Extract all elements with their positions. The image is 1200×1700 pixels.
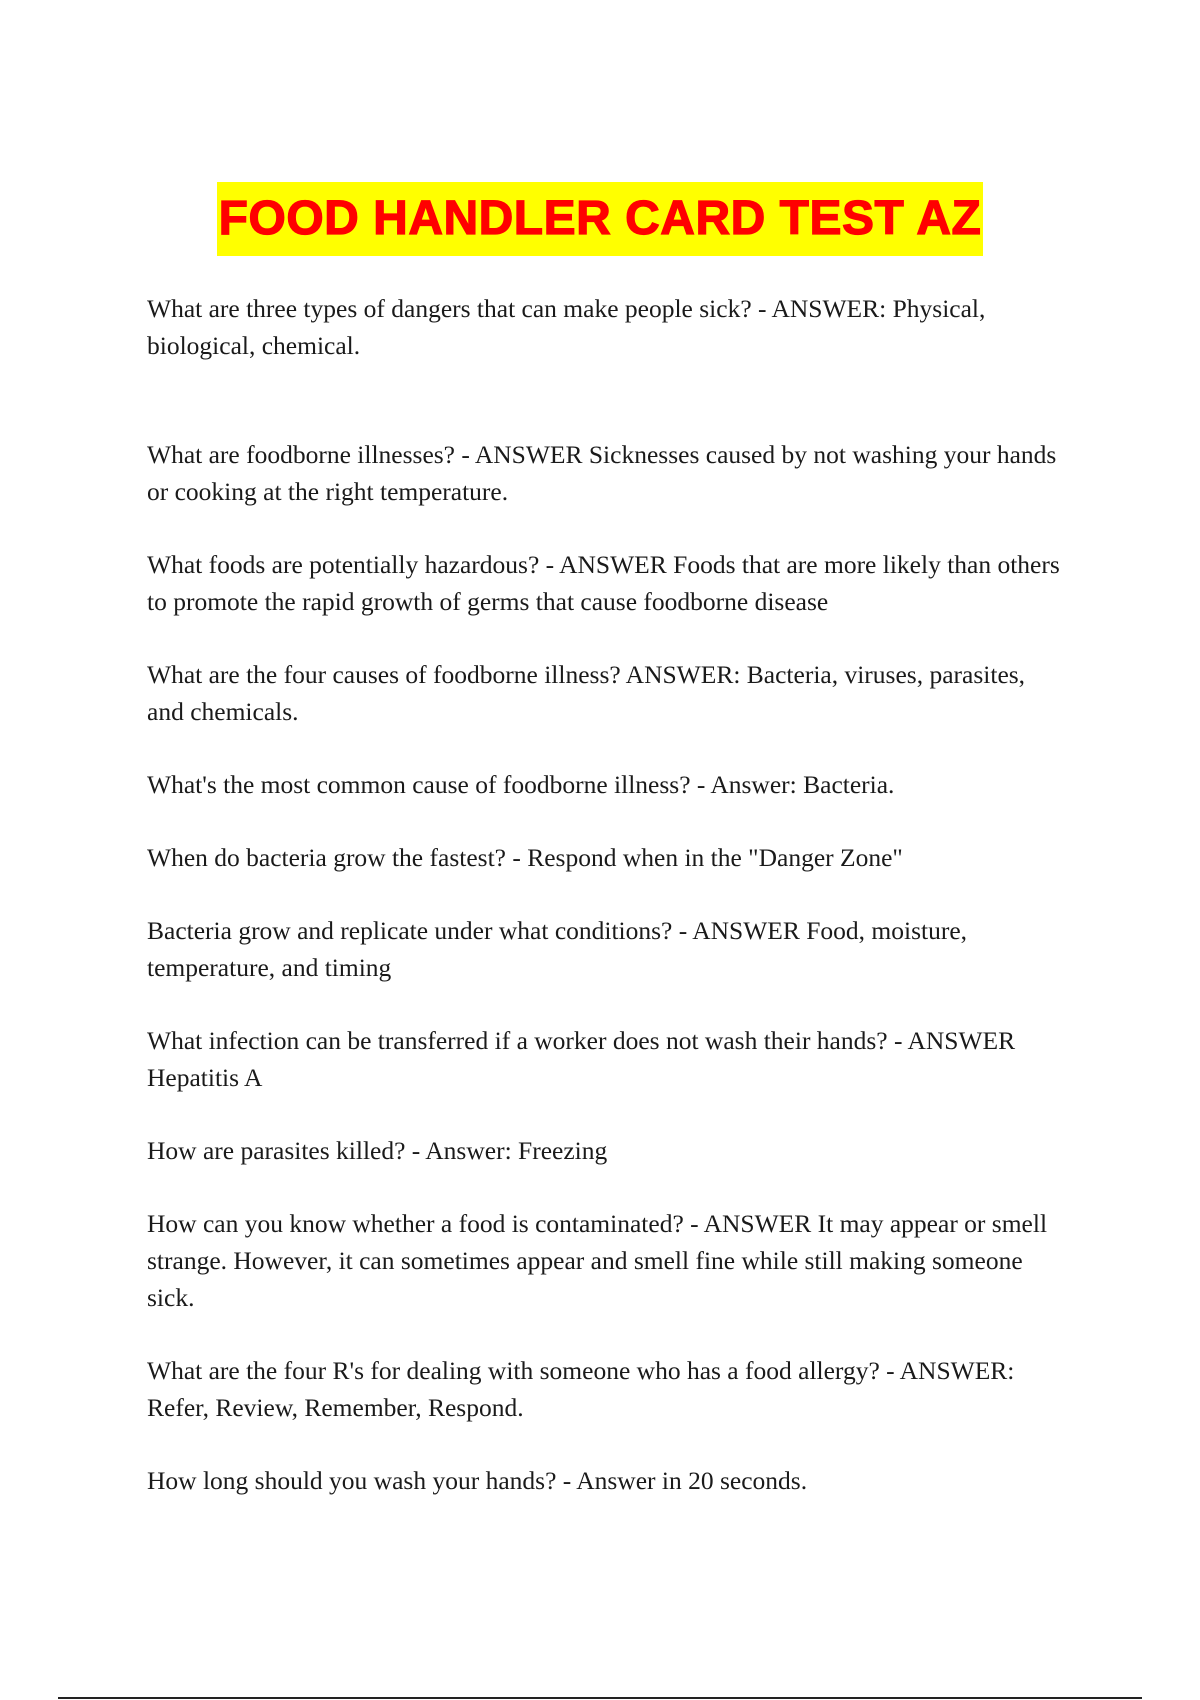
qa-item: When do bacteria grow the fastest? - Respond when in the "Danger Zone" — [147, 843, 903, 872]
qa-item: What's the most common cause of foodborne illness? - Answer: Bacteria. — [147, 770, 895, 799]
qa-item: What are three types of dangers that can make people sick? - ANSWER: Physical, biological, chemical. — [147, 294, 986, 360]
qa-item: How long should you wash your hands? - Answer in 20 seconds. — [147, 1466, 808, 1495]
qa-item: What are the four R's for dealing with someone who has a food allergy? - ANSWER: Refer, Review, Remember, Respond. — [147, 1356, 1015, 1422]
qa-item: What are the four causes of foodborne illness? ANSWER: Bacteria, viruses, parasites, and chemicals. — [147, 660, 1026, 726]
title-container — [0, 182, 1200, 256]
qa-item: Bacteria grow and replicate under what conditions? - ANSWER Food, moisture, temperature, and timing — [147, 916, 968, 982]
qa-item: How are parasites killed? - Answer: Freezing — [147, 1136, 608, 1165]
footer-divider — [58, 1697, 1142, 1699]
qa-list — [147, 290, 1067, 1535]
qa-item: What infection can be transferred if a worker does not wash their hands? - ANSWER Hepatitis A — [147, 1026, 1016, 1092]
qa-item: What foods are potentially hazardous? - ANSWER Foods that are more likely than others to promote the rapid growth of germs that cause foodborne disease — [147, 550, 1060, 616]
document-title: FOOD HANDLER CARD TEST AZ — [217, 182, 984, 256]
qa-item: How can you know whether a food is contaminated? - ANSWER It may appear or smell strange. However, it can sometimes appear and smell fine while still making someone sick. — [147, 1209, 1048, 1312]
qa-item: What are foodborne illnesses? - ANSWER Sicknesses caused by not washing your hands or cooking at the right temperature. — [147, 440, 1057, 506]
